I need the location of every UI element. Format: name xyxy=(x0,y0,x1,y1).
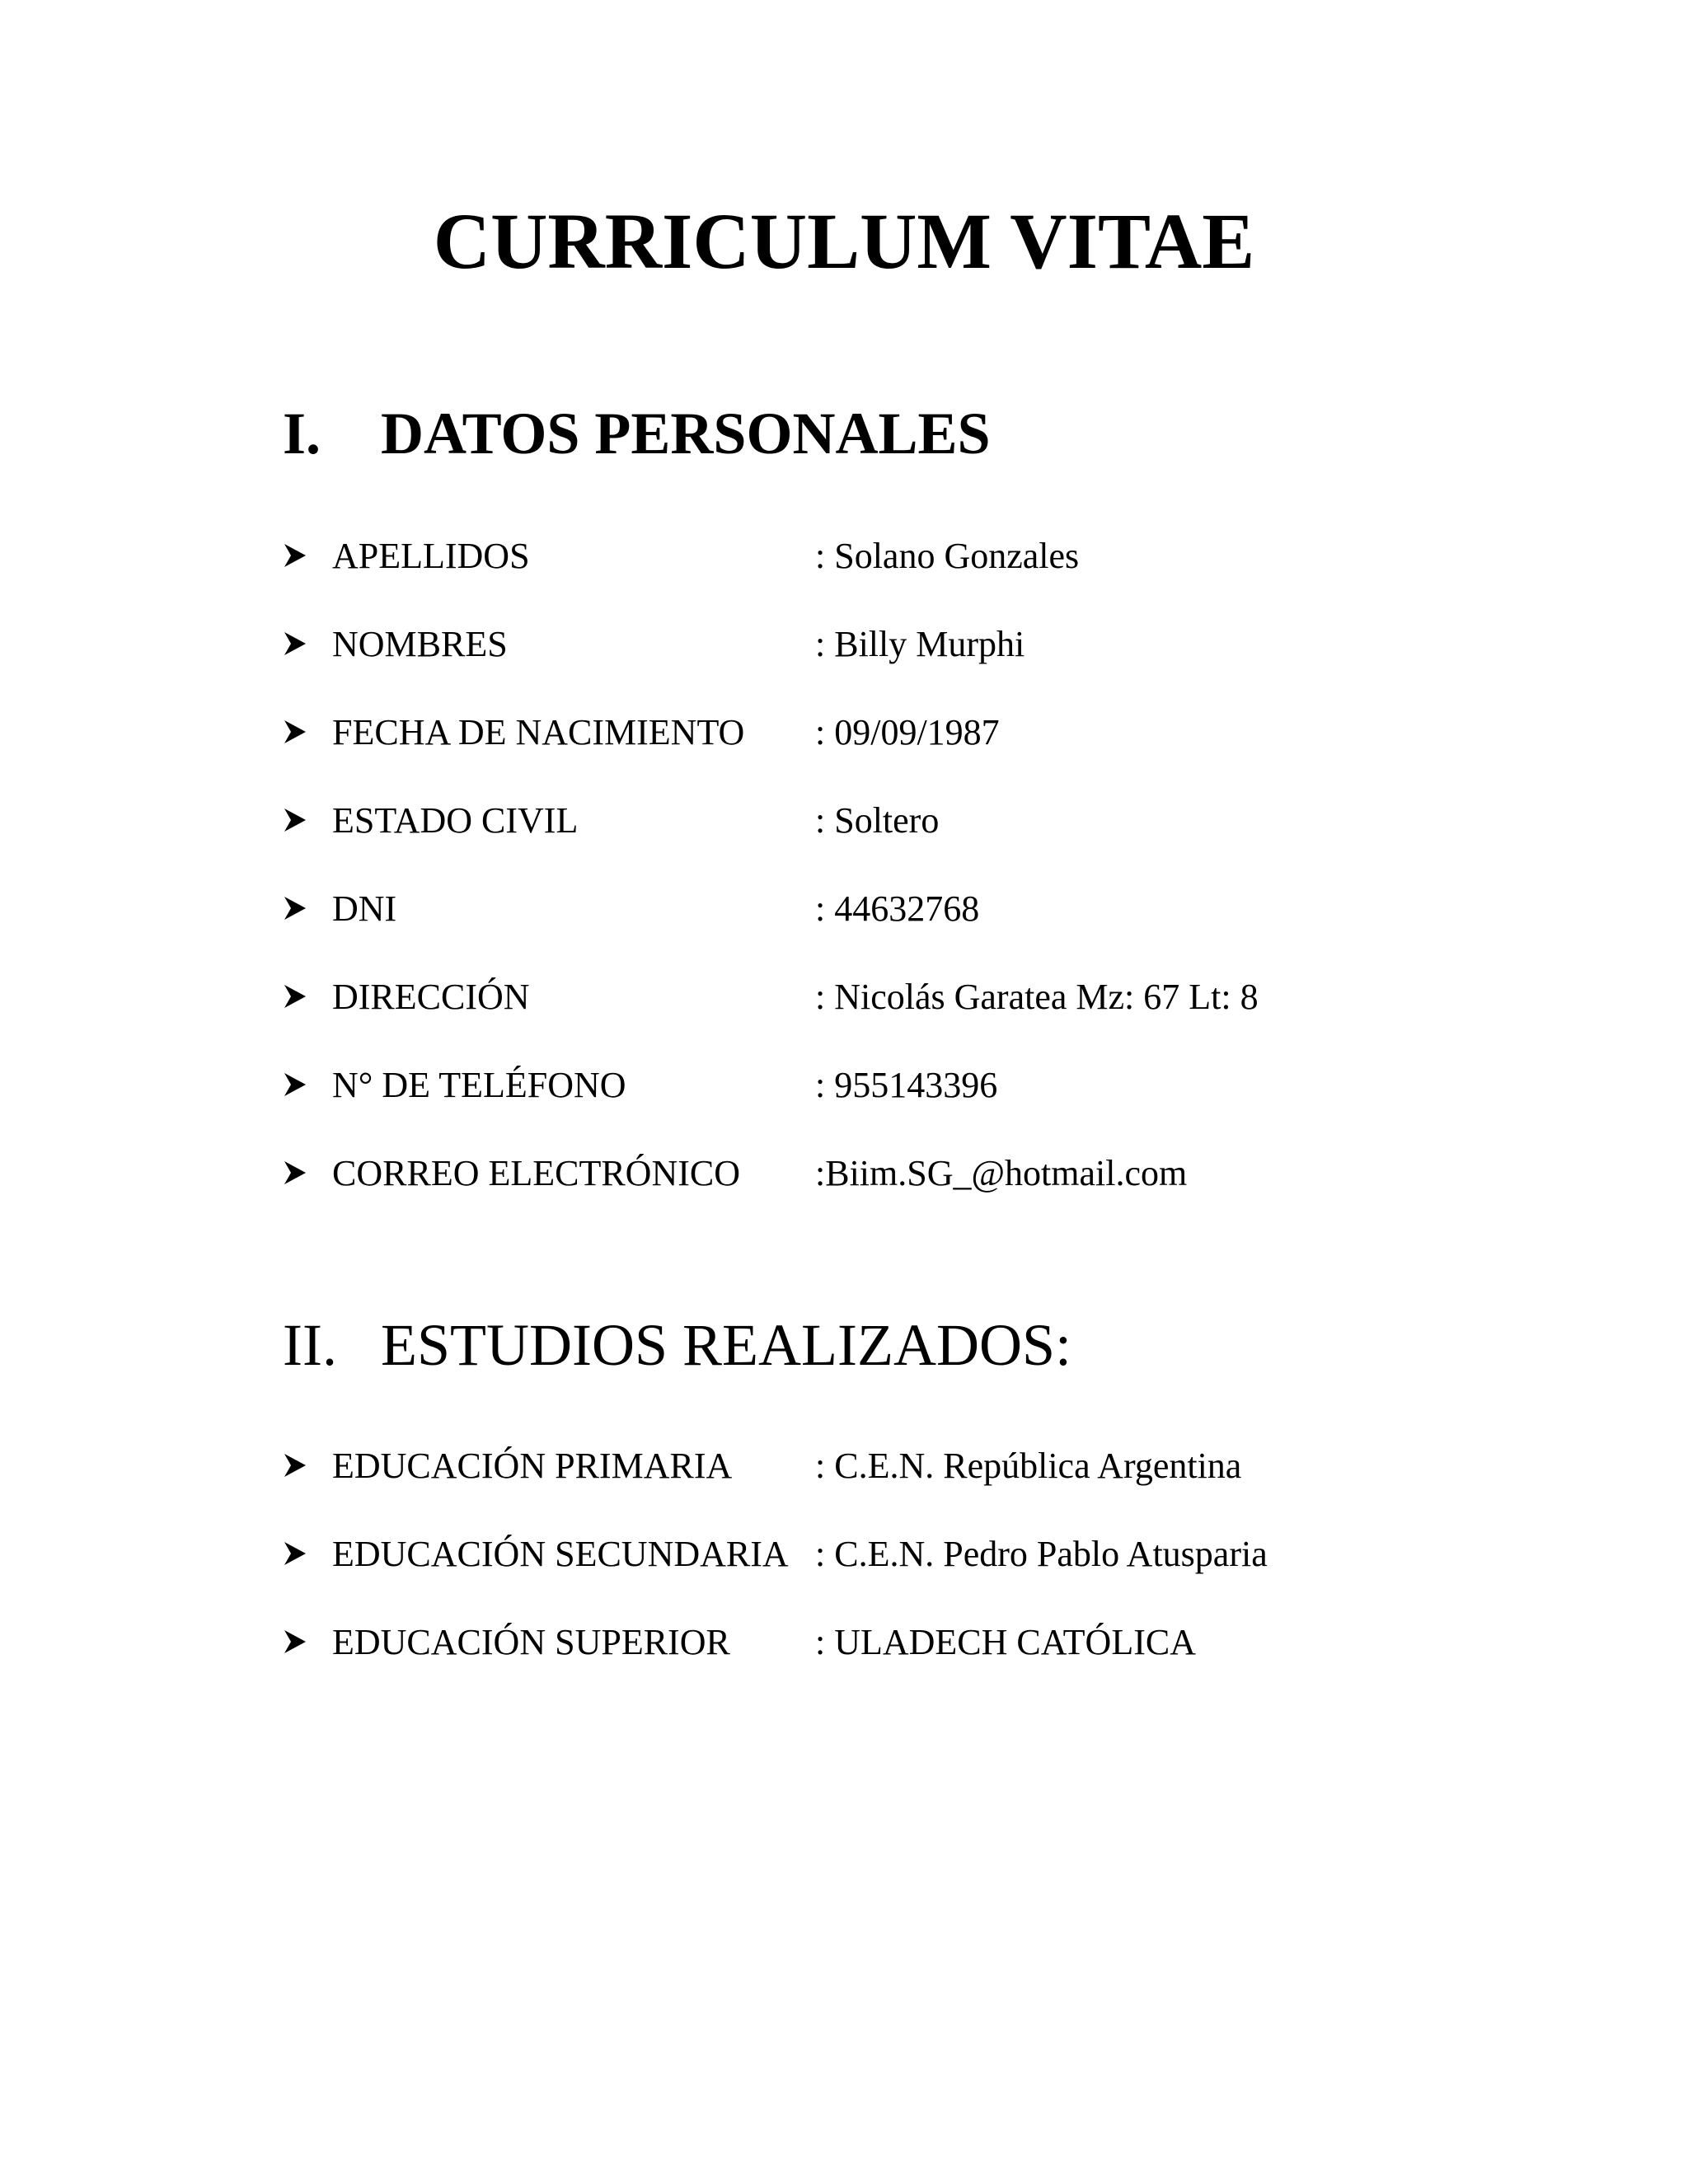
document-title: CURRICULUM VITAE xyxy=(433,197,1255,285)
arrowhead-bullet-icon xyxy=(283,1160,307,1186)
item-value: : 955143396 xyxy=(815,1065,998,1105)
item-value: : 09/09/1987 xyxy=(815,712,1000,752)
item-value: : ULADECH CATÓLICA xyxy=(815,1622,1196,1662)
item-value: :Biim.SG_@hotmail.com xyxy=(815,1153,1188,1193)
item-label: EDUCACIÓN PRIMARIA xyxy=(332,1446,733,1486)
arrowhead-bullet-icon xyxy=(283,983,307,1010)
item-label: CORREO ELECTRÓNICO xyxy=(332,1153,740,1193)
item-label: EDUCACIÓN SECUNDARIA xyxy=(332,1534,789,1574)
item-label: N° DE TELÉFONO xyxy=(332,1065,626,1105)
item-value: : Solano Gonzales xyxy=(815,536,1080,576)
arrowhead-bullet-icon xyxy=(283,895,307,921)
section-heading-personal xyxy=(283,399,991,468)
item-label: APELLIDOS xyxy=(332,536,530,576)
item-label: NOMBRES xyxy=(332,624,508,664)
item-value: : Billy Murphi xyxy=(815,624,1025,664)
item-label: DNI xyxy=(332,888,397,929)
item-value: : Soltero xyxy=(815,800,940,841)
arrowhead-bullet-icon xyxy=(283,542,307,569)
section-number: II. xyxy=(283,1312,337,1378)
item-label: DIRECCIÓN xyxy=(332,977,530,1017)
item-value: : Nicolás Garatea Mz: 67 Lt: 8 xyxy=(815,977,1259,1017)
item-value: : C.E.N. Pedro Pablo Atusparia xyxy=(815,1534,1268,1574)
arrowhead-bullet-icon xyxy=(283,1452,307,1479)
item-label: EDUCACIÓN SUPERIOR xyxy=(332,1622,730,1662)
arrowhead-bullet-icon xyxy=(283,630,307,657)
section-title: ESTUDIOS REALIZADOS: xyxy=(381,1312,1071,1378)
item-label: FECHA DE NACIMIENTO xyxy=(332,712,745,752)
arrowhead-bullet-icon xyxy=(283,719,307,745)
section-number: I. xyxy=(283,401,321,466)
arrowhead-bullet-icon xyxy=(283,1071,307,1098)
section-title: DATOS PERSONALES xyxy=(381,401,991,466)
item-value: : C.E.N. República Argentina xyxy=(815,1446,1242,1486)
item-value: : 44632768 xyxy=(815,888,980,929)
arrowhead-bullet-icon xyxy=(283,807,307,833)
section-heading-studies xyxy=(283,1310,1071,1380)
arrowhead-bullet-icon xyxy=(283,1540,307,1567)
item-label: ESTADO CIVIL xyxy=(332,800,579,841)
arrowhead-bullet-icon xyxy=(283,1629,307,1655)
